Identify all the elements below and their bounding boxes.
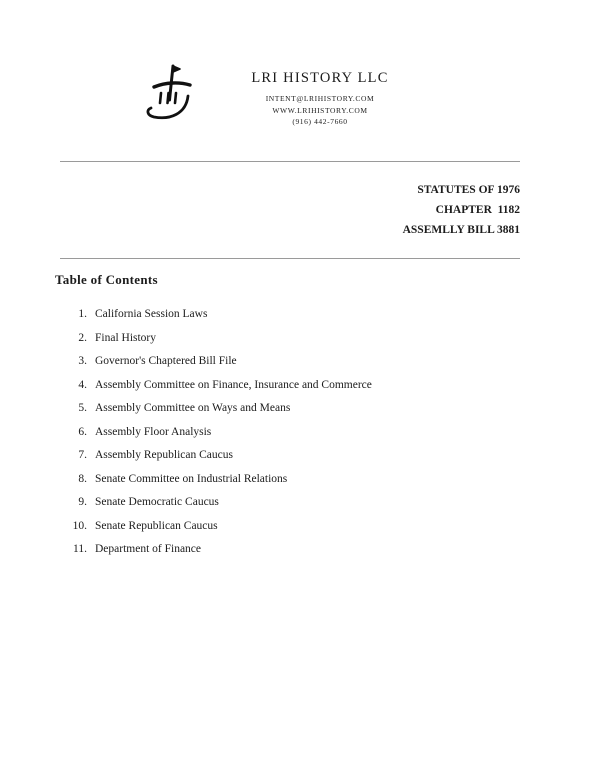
toc-item-number: 2.	[78, 331, 87, 344]
toc-item-label: Senate Committee on Industrial Relations	[95, 472, 288, 485]
toc-item	[55, 379, 540, 392]
toc-item-label: Department of Finance	[95, 543, 202, 555]
toc-item-number: 7.	[78, 449, 87, 461]
company-website: WWW.LRIHISTORY.COM	[272, 105, 368, 115]
statute-line-statutes: STATUTES OF 1976	[417, 184, 520, 196]
toc-item	[55, 520, 540, 533]
toc-item	[55, 332, 540, 345]
toc-item-label: Senate Democratic Caucus	[95, 496, 219, 508]
company-name: LRI HISTORY LLC	[251, 70, 389, 87]
toc-item-label: Assembly Committee on Ways and Means	[95, 402, 291, 414]
toc-item-label: Assembly Republican Caucus	[95, 449, 233, 461]
toc-item-number: 11.	[73, 543, 87, 555]
letterhead	[142, 62, 600, 136]
toc-item-number: 9.	[78, 496, 87, 508]
toc-item	[55, 308, 540, 321]
statute-line-bill: ASSEMLLY BILL 3881	[402, 224, 520, 236]
toc-title: Table of Contents	[55, 272, 158, 287]
table-of-contents	[55, 272, 540, 567]
toc-item	[55, 426, 540, 439]
toc-item-label: Assembly Committee on Finance, Insurance and Commerce	[95, 378, 372, 391]
company-email: INTENT@LRIHISTORY.COM	[265, 94, 375, 104]
toc-item	[55, 449, 540, 462]
divider-top	[60, 161, 520, 162]
toc-item	[55, 543, 540, 556]
statute-heading	[403, 180, 520, 240]
toc-item	[55, 402, 540, 415]
toc-item-number: 8.	[78, 472, 87, 485]
company-logo-icon	[142, 62, 202, 136]
toc-item-label: California Session Laws	[95, 308, 208, 320]
statute-line-chapter: CHAPTER 1182	[435, 204, 520, 216]
toc-item	[55, 496, 540, 509]
letterhead-text	[230, 70, 410, 128]
toc-item-label: Final History	[95, 331, 157, 344]
toc-list	[55, 308, 540, 556]
company-phone: (916) 442-7660	[292, 117, 348, 127]
toc-item-label: Senate Republican Caucus	[95, 519, 218, 532]
toc-item-label: Governor's Chaptered Bill File	[95, 355, 237, 367]
toc-item	[55, 473, 540, 486]
toc-item	[55, 355, 540, 368]
divider-bottom	[60, 258, 520, 259]
toc-item-label: Assembly Floor Analysis	[95, 425, 212, 438]
toc-item-number: 1.	[78, 308, 87, 320]
toc-item-number: 3.	[78, 355, 87, 367]
toc-item-number: 6.	[78, 425, 87, 438]
toc-item-number: 4.	[78, 378, 87, 391]
toc-item-number: 5.	[78, 402, 87, 414]
toc-item-number: 10.	[72, 519, 87, 532]
